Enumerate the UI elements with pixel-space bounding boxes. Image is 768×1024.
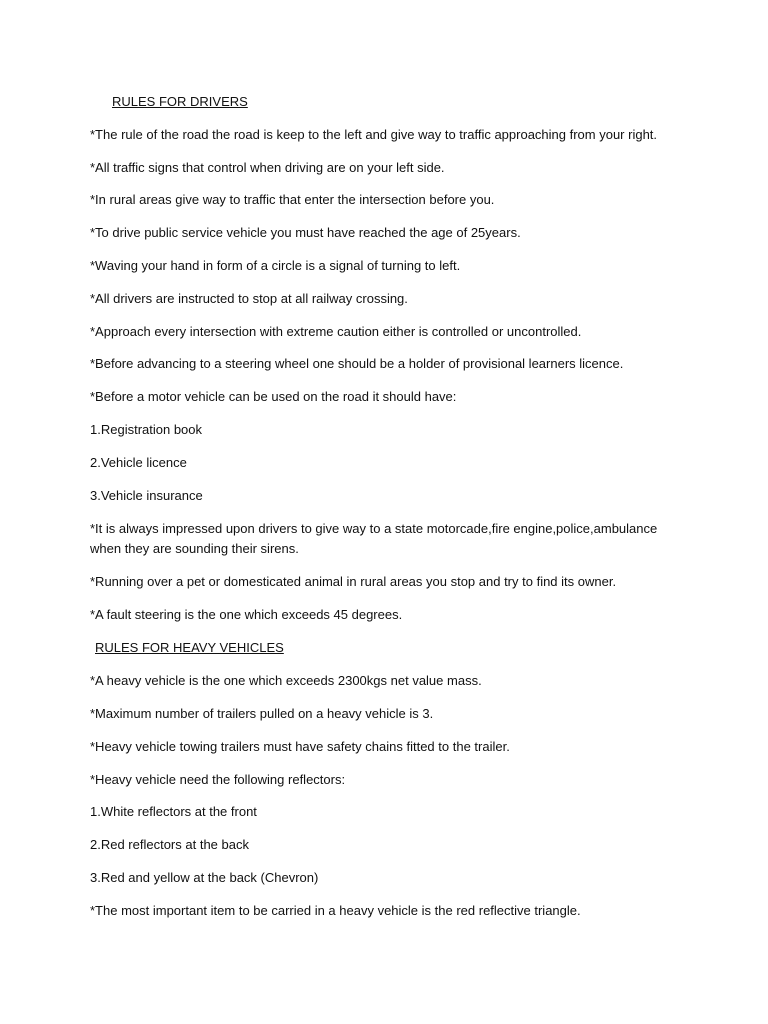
reflector-item-1: 1.White reflectors at the front <box>90 804 257 819</box>
driver-rule-9: *Before a motor vehicle can be used on the road it should have: <box>90 389 457 404</box>
driver-rule-3: *In rural areas give way to traffic that enter the intersection before you. <box>90 192 495 207</box>
heading-rules-for-heavy-vehicles: RULES FOR HEAVY VEHICLES <box>95 640 284 655</box>
requirement-item-3: 3.Vehicle insurance <box>90 488 203 503</box>
driver-rule-5: *Waving your hand in form of a circle is a signal of turning to left. <box>90 258 461 273</box>
heavy-rule-4: *Heavy vehicle need the following reflectors: <box>90 772 346 787</box>
driver-rule-6: *All drivers are instructed to stop at all railway crossing. <box>90 291 408 306</box>
driver-rule-7: *Approach every intersection with extreme caution either is controlled or uncontrolled. <box>90 324 582 339</box>
driver-rule-2: *All traffic signs that control when driving are on your left side. <box>90 160 445 175</box>
driver-rule-10: *It is always impressed upon drivers to give way to a state motorcade,fire engine,police,ambulance when they are sounding their sirens. <box>90 521 658 556</box>
driver-rule-8: *Before advancing to a steering wheel one should be a holder of provisional learners licence. <box>90 356 624 371</box>
heavy-rule-final: *The most important item to be carried in a heavy vehicle is the red reflective triangle. <box>90 903 581 918</box>
requirement-item-1: 1.Registration book <box>90 422 203 437</box>
reflector-item-3: 3.Red and yellow at the back (Chevron) <box>90 870 319 885</box>
heading-rules-for-drivers: RULES FOR DRIVERS <box>112 94 248 109</box>
driver-rule-11: *Running over a pet or domesticated animal in rural areas you stop and try to find its owner. <box>90 574 617 589</box>
heavy-rule-1: *A heavy vehicle is the one which exceeds 2300kgs net value mass. <box>90 673 482 688</box>
reflector-item-2: 2.Red reflectors at the back <box>90 837 249 852</box>
heavy-rule-2: *Maximum number of trailers pulled on a heavy vehicle is 3. <box>90 706 434 721</box>
driver-rule-12: *A fault steering is the one which exceeds 45 degrees. <box>90 607 403 622</box>
driver-rule-4: *To drive public service vehicle you must have reached the age of 25years. <box>90 225 521 240</box>
requirement-item-2: 2.Vehicle licence <box>90 455 187 470</box>
heavy-rule-3: *Heavy vehicle towing trailers must have safety chains fitted to the trailer. <box>90 739 510 754</box>
driver-rule-1: *The rule of the road the road is keep to the left and give way to traffic approaching from your right. <box>90 127 658 142</box>
